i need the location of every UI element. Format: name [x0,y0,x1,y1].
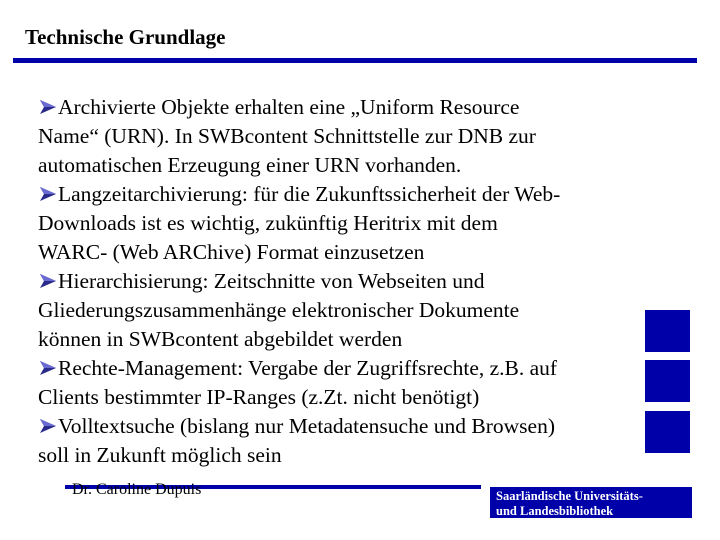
bullet-line [38,412,638,441]
arrow-bullet-icon [38,99,58,115]
bullet-item [38,354,638,412]
bullet-text: Langzeitarchivierung: für die Zukunftssicherheit der Web- [58,182,561,206]
bullet-item [38,180,638,267]
bullet-text: Archivierte Objekte erhalten eine „Uniform Resource [58,95,520,119]
bullet-text: Gliederungszusammenhänge elektronischer Dokumente [38,298,520,322]
bullet-text: können in SWBcontent abgebildet werden [38,327,403,351]
bullet-item [38,93,638,180]
arrow-bullet-icon [38,418,58,434]
bullet-line [38,296,638,325]
bullet-item [38,267,638,354]
institution-line: und Landesbibliothek [496,504,614,518]
decorative-square [645,310,690,352]
bullet-line [38,267,638,296]
arrow-bullet-icon [38,186,58,202]
bullet-line [38,383,638,412]
slide-title: Technische Grundlage [25,25,226,49]
bullet-line [38,180,638,209]
bullet-text: Hierarchisierung: Zeitschnitte von Webseiten und [58,269,485,293]
bullet-list [38,93,638,470]
title-divider [13,58,697,63]
bullet-text: Clients bestimmter IP-Ranges (z.Zt. nicht benötigt) [38,385,480,409]
bullet-text: Name“ (URN). In SWBcontent Schnittstelle zur DNB zur [38,124,536,148]
bullet-text: Downloads ist es wichtig, zukünftig Heritrix mit dem [38,211,498,235]
bullet-text: automatischen Erzeugung einer URN vorhanden. [38,153,462,177]
arrow-bullet-icon [38,273,58,289]
bullet-item [38,412,638,470]
bullet-text: soll in Zukunft möglich sein [38,443,282,467]
decorative-square [645,360,690,402]
bullet-text: WARC- (Web ARChive) Format einzusetzen [38,240,425,264]
bullet-text: Volltextsuche (bislang nur Metadatensuche und Browsen) [58,414,555,438]
arrow-bullet-icon [38,360,58,376]
bullet-line [38,354,638,383]
author-name: Dr. Caroline Dupuis [72,481,202,498]
decorative-square [645,411,690,453]
bullet-line [38,209,638,238]
bullet-line [38,93,638,122]
bullet-line [38,325,638,354]
bullet-line [38,151,638,180]
institution-line: Saarländische Universitäts- [496,489,643,503]
bullet-line [38,238,638,267]
bullet-text: Rechte-Management: Vergabe der Zugriffsrechte, z.B. auf [58,356,558,380]
institution-box [490,487,692,518]
bullet-line [38,122,638,151]
bullet-line [38,441,638,470]
